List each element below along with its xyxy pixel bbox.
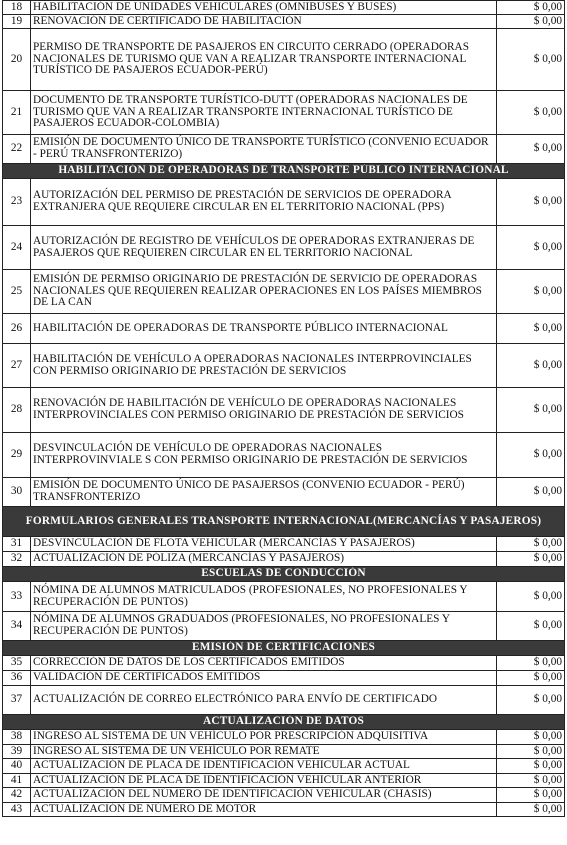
section-header-row <box>3 507 565 537</box>
table-row <box>3 135 565 164</box>
table-row <box>3 759 565 774</box>
item-description: DOCUMENTO DE TRANSPORTE TURÍSTICO-DUTT (OPERADORAS NACIONALES DE TURISMO QUE VAN A REALIZAR TRANSPORTE INTERNACIONAL TURÍSTICO DE PASAJEROS ECUADOR-COLOMBIA) <box>31 91 497 135</box>
item-description: HABILITACIÓN DE UNIDADES VEHICULARES (OMNIBUSES Y BUSES) <box>31 1 497 15</box>
table-row <box>3 344 565 388</box>
item-price: $ 0,00 <box>497 226 565 270</box>
section-title: EMISIÓN DE CERTIFICACIONES <box>3 641 565 656</box>
table-row <box>3 314 565 344</box>
item-price: $ 0,00 <box>497 803 565 817</box>
item-description: HABILITACIÓN DE OPERADORAS DE TRANSPORTE PÚBLICO INTERNACIONAL <box>31 314 497 344</box>
tariff-table <box>2 0 565 817</box>
item-price: $ 0,00 <box>497 730 565 745</box>
item-number: 26 <box>3 314 31 344</box>
table-row <box>3 774 565 788</box>
tariff-table-body <box>3 1 565 817</box>
item-description: PERMISO DE TRANSPORTE DE PASAJEROS EN CIRCUITO CERRADO (OPERADORAS NACIONALES DE TURISMO QUE VAN A REALIZAR TRANSPORTE INTERNACIONAL TURÍSTICO DE PASAJEROS ECUADOR-PERÚ) <box>31 29 497 91</box>
item-number: 28 <box>3 388 31 433</box>
item-number: 35 <box>3 656 31 671</box>
table-row <box>3 433 565 478</box>
section-header-row <box>3 641 565 656</box>
section-title: ACTUALIZACIÓN DE DATOS <box>3 715 565 730</box>
item-number: 36 <box>3 671 31 686</box>
table-row <box>3 226 565 270</box>
item-description: HABILITACIÓN DE VEHÍCULO A OPERADORAS NACIONALES INTERPROVINCIALES CON PERMISO ORIGINARIO DE PRESTACIÓN DE SERVICIOS <box>31 344 497 388</box>
section-title: HABILITACIÓN DE OPERADORAS DE TRANSPORTE PÚBLICO INTERNACIONAL <box>3 164 565 179</box>
item-number: 19 <box>3 15 31 29</box>
item-price: $ 0,00 <box>497 774 565 788</box>
item-price: $ 0,00 <box>497 314 565 344</box>
item-description: EMISIÓN DE DOCUMENTO ÚNICO DE PASAJERSOS (CONVENIO ECUADOR - PERÚ) TRANSFRONTERIZO <box>31 478 497 507</box>
item-number: 33 <box>3 582 31 612</box>
item-description: ACTUALIZACIÓN DE PLACA DE IDENTIFICACIÓN VEHICULAR ACTUAL <box>31 759 497 774</box>
table-row <box>3 656 565 671</box>
item-price: $ 0,00 <box>497 745 565 759</box>
table-row <box>3 788 565 803</box>
item-price: $ 0,00 <box>497 788 565 803</box>
item-description: VALIDACIÓN DE CERTIFICADOS EMITIDOS <box>31 671 497 686</box>
item-description: ACTUALIZACIÓN DEL NÚMERO DE IDENTIFICACIÓN VEHICULAR (CHASIS) <box>31 788 497 803</box>
table-row <box>3 671 565 686</box>
item-description: DESVINCULACIÓN DE FLOTA VEHICULAR (MERCANCÍAS Y PASAJEROS) <box>31 537 497 552</box>
section-title: FORMULARIOS GENERALES TRANSPORTE INTERNACIONAL(MERCANCÍAS Y PASAJEROS) <box>3 507 565 537</box>
item-number: 37 <box>3 686 31 715</box>
table-row <box>3 388 565 433</box>
item-price: $ 0,00 <box>497 1 565 15</box>
item-price: $ 0,00 <box>497 15 565 29</box>
item-description: AUTORIZACIÓN DEL PERMISO DE PRESTACIÓN DE SERVICIOS DE OPERADORA EXTRANJERA QUE REQUIERE CIRCULAR EN EL TERRITORIO NACIONAL (PPS) <box>31 179 497 226</box>
item-description: NÓMINA DE ALUMNOS GRADUADOS (PROFESIONALES, NO PROFESIONALES Y RECUPERACIÓN DE PUNTOS) <box>31 612 497 641</box>
item-price: $ 0,00 <box>497 552 565 567</box>
item-price: $ 0,00 <box>497 135 565 164</box>
table-row <box>3 270 565 314</box>
item-price: $ 0,00 <box>497 29 565 91</box>
section-header-row <box>3 164 565 179</box>
item-number: 42 <box>3 788 31 803</box>
section-header-row <box>3 715 565 730</box>
item-price: $ 0,00 <box>497 388 565 433</box>
item-description: EMISIÓN DE DOCUMENTO ÚNICO DE TRANSPORTE TURÍSTICO (CONVENIO ECUADOR - PERÚ TRANSFRONTERIZO) <box>31 135 497 164</box>
table-row <box>3 29 565 91</box>
item-price: $ 0,00 <box>497 759 565 774</box>
item-number: 21 <box>3 91 31 135</box>
item-price: $ 0,00 <box>497 433 565 478</box>
item-description: EMISIÓN DE PERMISO ORIGINARIO DE PRESTACIÓN DE SERVICIO DE OPERADORAS NACIONALES QUE REQUIEREN REALIZAR OPERACIONES EN LOS PAÍSES MIEMBROS DE LA CAN <box>31 270 497 314</box>
table-row <box>3 612 565 641</box>
item-number: 29 <box>3 433 31 478</box>
item-price: $ 0,00 <box>497 671 565 686</box>
item-number: 34 <box>3 612 31 641</box>
item-number: 43 <box>3 803 31 817</box>
item-number: 22 <box>3 135 31 164</box>
item-number: 24 <box>3 226 31 270</box>
item-price: $ 0,00 <box>497 612 565 641</box>
item-number: 41 <box>3 774 31 788</box>
section-title: ESCUELAS DE CONDUCCIÓN <box>3 567 565 582</box>
item-number: 40 <box>3 759 31 774</box>
item-number: 38 <box>3 730 31 745</box>
item-description: DESVINCULACIÓN DE VEHÍCULO DE OPERADORAS NACIONALES INTERPROVINVIALE S CON PERMISO ORIGINARIO DE PRESTACIÓN DE SERVICIOS <box>31 433 497 478</box>
item-description: INGRESO AL SISTEMA DE UN VEHÍCULO POR REMATE <box>31 745 497 759</box>
item-price: $ 0,00 <box>497 179 565 226</box>
item-description: ACTUALIZACIÓN DE CORREO ELECTRÓNICO PARA ENVÍO DE CERTIFICADO <box>31 686 497 715</box>
item-price: $ 0,00 <box>497 91 565 135</box>
item-description: NÓMINA DE ALUMNOS MATRICULADOS (PROFESIONALES, NO PROFESIONALES Y RECUPERACIÓN DE PUNTOS) <box>31 582 497 612</box>
item-price: $ 0,00 <box>497 582 565 612</box>
item-number: 30 <box>3 478 31 507</box>
item-description: RENOVACIÓN DE CERTIFICADO DE HABILITACIÓN <box>31 15 497 29</box>
table-row <box>3 552 565 567</box>
item-number: 32 <box>3 552 31 567</box>
item-price: $ 0,00 <box>497 686 565 715</box>
item-description: ACTUALIZACIÓN DE PLACA DE IDENTIFICACIÓN VEHICULAR ANTERIOR <box>31 774 497 788</box>
item-number: 31 <box>3 537 31 552</box>
table-row <box>3 803 565 817</box>
item-number: 27 <box>3 344 31 388</box>
table-row <box>3 730 565 745</box>
table-row <box>3 537 565 552</box>
item-description: RENOVACIÓN DE HABILITACIÓN DE VEHÍCULO DE OPERADORAS NACIONALES INTERPROVINCIALES CON PERMISO ORIGINARIO DE PRESTACIÓN DE SERVICIOS <box>31 388 497 433</box>
item-price: $ 0,00 <box>497 270 565 314</box>
item-number: 25 <box>3 270 31 314</box>
table-row <box>3 478 565 507</box>
item-description: ACTUALIZACIÓN DE PÓLIZA (MERCANCÍAS Y PASAJEROS) <box>31 552 497 567</box>
item-number: 18 <box>3 1 31 15</box>
table-row <box>3 745 565 759</box>
item-description: AUTORIZACIÓN DE REGISTRO DE VEHÍCULOS DE OPERADORAS EXTRANJERAS DE PASAJEROS QUE REQUIEREN CIRCULAR EN EL TERRITORIO NACIONAL <box>31 226 497 270</box>
item-description: CORRECCIÓN DE DATOS DE LOS CERTIFICADOS EMITIDOS <box>31 656 497 671</box>
item-price: $ 0,00 <box>497 656 565 671</box>
table-row <box>3 15 565 29</box>
table-row <box>3 582 565 612</box>
item-number: 20 <box>3 29 31 91</box>
section-header-row <box>3 567 565 582</box>
item-price: $ 0,00 <box>497 344 565 388</box>
item-number: 23 <box>3 179 31 226</box>
table-row <box>3 91 565 135</box>
table-row <box>3 179 565 226</box>
item-price: $ 0,00 <box>497 478 565 507</box>
table-row <box>3 686 565 715</box>
item-number: 39 <box>3 745 31 759</box>
item-price: $ 0,00 <box>497 537 565 552</box>
table-row <box>3 1 565 15</box>
item-description: ACTUALIZACIÓN DE NÚMERO DE MOTOR <box>31 803 497 817</box>
item-description: INGRESO AL SISTEMA DE UN VEHÍCULO POR PRESCRIPCIÓN ADQUISITIVA <box>31 730 497 745</box>
